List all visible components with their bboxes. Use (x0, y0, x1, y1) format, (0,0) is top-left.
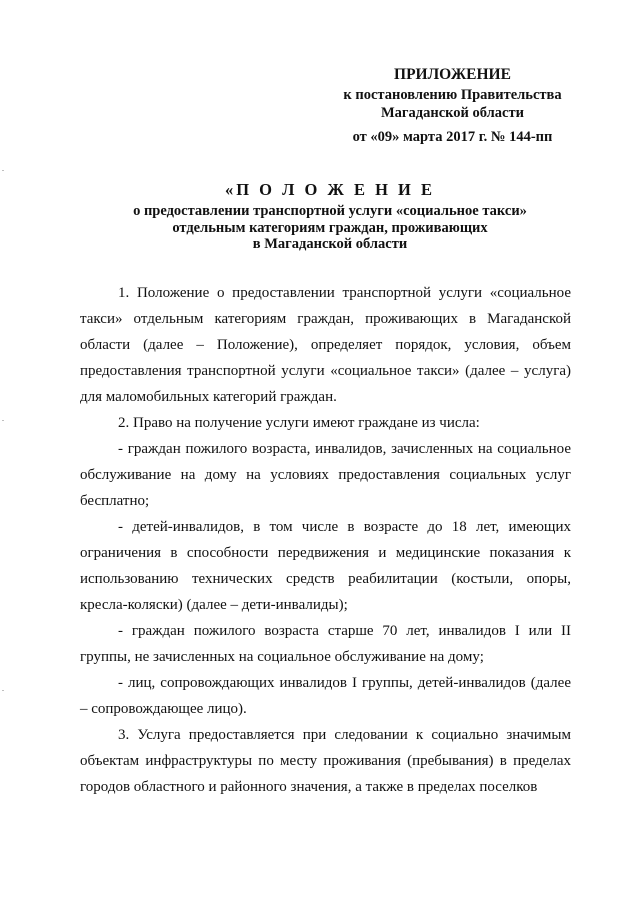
appendix-line: Магаданской области (381, 105, 524, 121)
title-main: «П О Л О Ж Е Н И Е (224, 180, 436, 199)
appendix-line: к постановлению Правительства (343, 87, 562, 103)
paragraph: - граждан пожилого возраста, инвалидов, зачисленных на социальное обслуживание на дому на условиях предоставления социальных услуг бесплатно; (80, 441, 571, 509)
title-subtitle: отдельным категориям граждан, проживающих (172, 219, 488, 236)
appendix-header (330, 66, 575, 146)
document-title (80, 180, 580, 253)
title-subtitle: о предоставлении транспортной услуги «социальное такси» (133, 203, 527, 219)
scan-mark (2, 690, 4, 691)
paragraph: 1. Положение о предоставлении транспортной услуги «социальное такси» отдельным категориям граждан, проживающих в Магаданской области (далее – Положение), определяет порядок, условия, объем предоставления транспортной услуги «социальное такси» (далее – услуга) для маломобильных категорий граждан. (80, 285, 571, 405)
paragraph: - детей-инвалидов, в том числе в возрасте до 18 лет, имеющих ограничения в способности передвижения и медицинские показания к использованию технических средств реабилитации (костыли, опоры, кресла-коляски) (далее – дети-инвалиды); (80, 519, 571, 613)
document-body (80, 280, 571, 800)
scan-mark (2, 170, 4, 171)
paragraph: - граждан пожилого возраста старше 70 лет, инвалидов I или II группы, не зачисленных на социальное обслуживание на дому; (80, 623, 571, 665)
appendix-date: от «09» марта 2017 г. № 144-пп (352, 129, 553, 145)
paragraph: 3. Услуга предоставляется при следовании к социально значимым объектам инфраструктуры по месту проживания (пребывания) в пределах городов областного и районного значения, а также в пределах поселков (80, 727, 571, 795)
appendix-title: ПРИЛОЖЕНИЕ (394, 66, 511, 83)
paragraph: 2. Право на получение услуги имеют граждане из числа: (118, 415, 480, 431)
scan-mark (2, 420, 4, 421)
paragraph: - лиц, сопровождающих инвалидов I группы, детей-инвалидов (далее – сопровождающее лицо). (80, 675, 571, 717)
title-subtitle: в Магаданской области (252, 236, 408, 252)
